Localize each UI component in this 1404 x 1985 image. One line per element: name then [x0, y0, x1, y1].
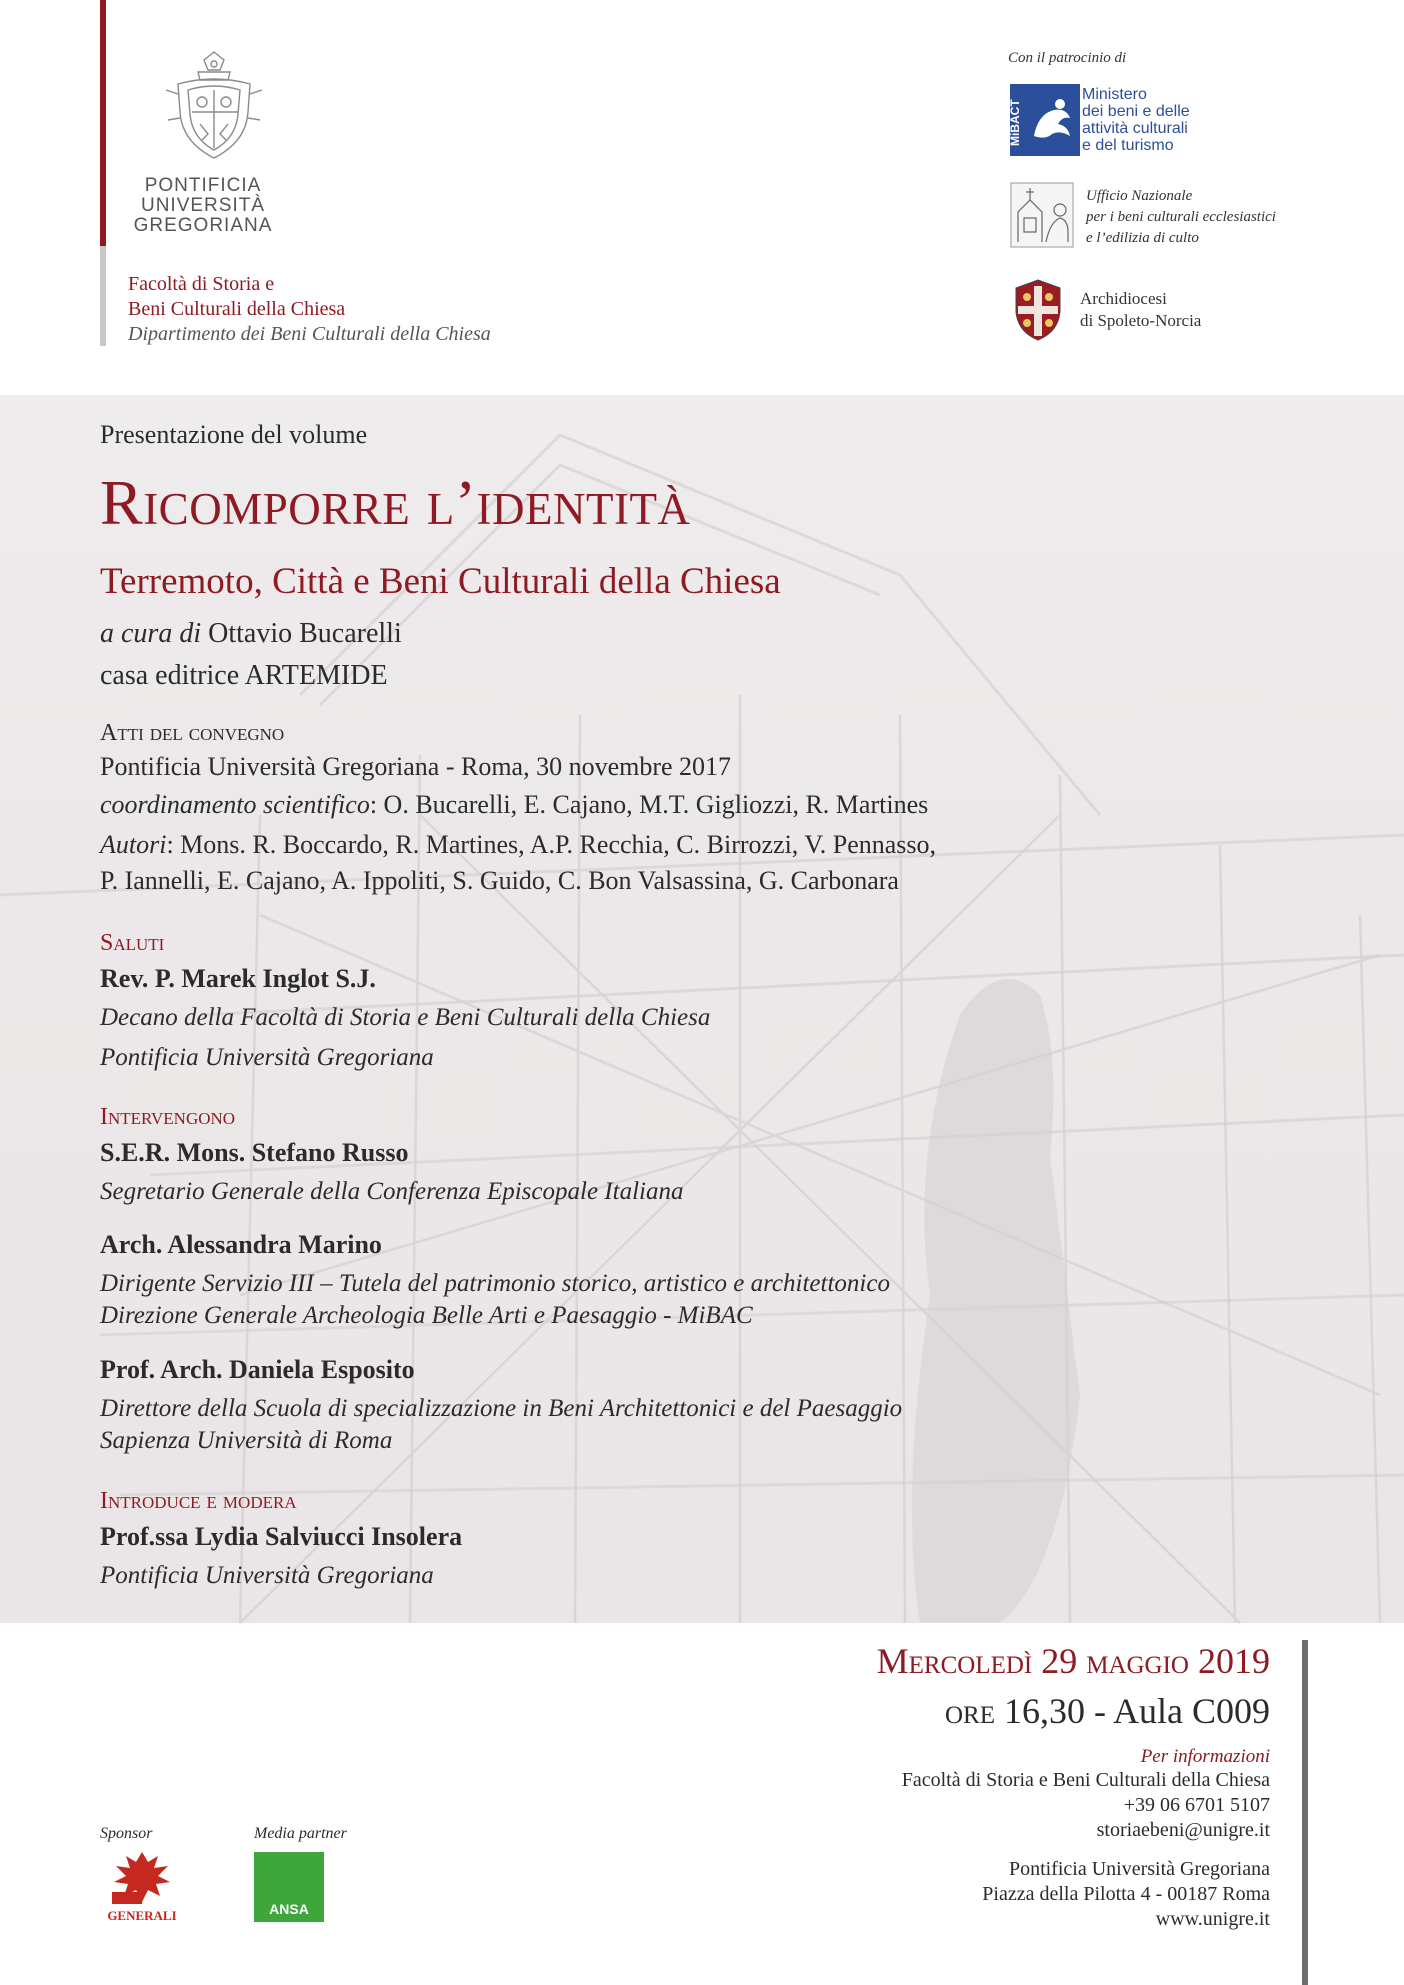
- ufficio-text: [1086, 186, 1276, 249]
- book-subtitle: Terremoto, Città e Beni Culturali della Chiesa: [100, 561, 781, 602]
- coord-prefix: coordinamento scientifico: [100, 790, 370, 819]
- speaker-role: Pontificia Università Gregoriana: [100, 1044, 434, 1071]
- archdiocese-line: di Spoleto-Norcia: [1080, 311, 1202, 330]
- info-website[interactable]: www.unigre.it: [1155, 1908, 1270, 1930]
- university-name-line: GREGORIANA: [133, 215, 273, 236]
- info-email[interactable]: storiaebeni@unigre.it: [1096, 1819, 1270, 1841]
- info-label: Per informazioni: [1140, 1746, 1270, 1767]
- media-partner-label: Media partner: [254, 1825, 347, 1842]
- info-line: Pontificia Università Gregoriana: [1008, 1858, 1270, 1880]
- ufficio-line: Ufficio Nazionale: [1086, 188, 1193, 204]
- time-prefix: ore: [945, 1691, 995, 1731]
- atti-heading: Atti del convegno: [100, 720, 285, 746]
- speaker-name: Prof. Arch. Daniela Esposito: [100, 1355, 415, 1384]
- info-address: Piazza della Pilotta 4 - 00187 Roma: [982, 1883, 1270, 1905]
- ufficio-line: e l’edilizia di culto: [1086, 230, 1199, 246]
- header-grey-rule: [100, 246, 106, 346]
- sponsor-label: Sponsor: [100, 1825, 153, 1842]
- presentation-label: Presentazione del volume: [100, 420, 368, 449]
- mibac-line: attività culturali: [1082, 120, 1188, 137]
- mibac-line: Ministero: [1082, 86, 1147, 103]
- mibac-badge: MiBACT: [1008, 99, 1022, 146]
- book-curator: [100, 618, 402, 650]
- curator-name: Ottavio Bucarelli: [208, 618, 402, 649]
- speaker-name: Prof.ssa Lydia Salviucci Insolera: [100, 1522, 463, 1551]
- mibac-text: [1082, 86, 1190, 154]
- atti-place: Pontificia Università Gregoriana - Roma, 30 novembre 2017: [100, 752, 732, 781]
- speaker-name: Arch. Alessandra Marino: [100, 1230, 382, 1259]
- intervengono-heading: Intervengono: [100, 1104, 236, 1130]
- mibac-line: e del turismo: [1082, 137, 1174, 154]
- mibac-line: dei beni e delle: [1082, 103, 1190, 120]
- faculty-line: Beni Culturali della Chiesa: [128, 298, 346, 320]
- event-date: Mercoledì 29 maggio 2019: [876, 1641, 1270, 1681]
- book-title: Ricomporre l’identità: [100, 467, 691, 538]
- faculty-line: Facoltà di Storia e: [128, 273, 275, 295]
- speaker-role: Direzione Generale Archeologia Belle Arti e Paesaggio - MiBAC: [100, 1302, 753, 1329]
- department-line: Dipartimento dei Beni Culturali della Chiesa: [128, 323, 491, 345]
- university-name-line: PONTIFICIA: [144, 175, 262, 196]
- info-line: Facoltà di Storia e Beni Culturali della Chiesa: [901, 1769, 1270, 1791]
- info-phone: +39 06 6701 5107: [1123, 1794, 1270, 1816]
- archdiocese-crest-icon: [1010, 278, 1066, 342]
- speaker-name: Rev. P. Marek Inglot S.J.: [100, 964, 376, 993]
- sponsor-name: GENERALI: [107, 1908, 177, 1923]
- curator-prefix: a cura di: [100, 618, 202, 649]
- university-name: [128, 176, 278, 236]
- mibac-logo-icon: [1010, 84, 1080, 156]
- faculty-name: [128, 272, 491, 347]
- archdiocese-text: [1080, 288, 1201, 332]
- ansa-logo-icon: [254, 1852, 324, 1922]
- university-name-line: UNIVERSITÀ: [140, 195, 266, 216]
- introduce-heading: Introduce e modera: [100, 1488, 297, 1514]
- coord-names: : O. Bucarelli, E. Cajano, M.T. Gigliozzi, R. Martines: [369, 790, 929, 819]
- speaker-role: Decano della Facoltà di Storia e Beni Culturali della Chiesa: [100, 1004, 711, 1031]
- ufficio-logo-icon: [1010, 182, 1074, 248]
- speaker-role: Dirigente Servizio III – Tutela del patrimonio storico, artistico e architettonico: [100, 1270, 890, 1297]
- header-accent-rule: [100, 0, 106, 246]
- archdiocese-line: Archidiocesi: [1080, 289, 1167, 308]
- footer-grey-rule: [1302, 1640, 1308, 1985]
- ufficio-line: per i beni culturali ecclesiastici: [1086, 209, 1276, 225]
- speaker-role: Segretario Generale della Conferenza Episcopale Italiana: [100, 1178, 684, 1205]
- speaker-role: Pontificia Università Gregoriana: [100, 1562, 434, 1589]
- scientific-coordination: [100, 790, 928, 820]
- authors-line: [100, 830, 936, 860]
- authors-prefix: Autori: [100, 830, 167, 859]
- university-crest-icon: [158, 50, 270, 168]
- speaker-name: S.E.R. Mons. Stefano Russo: [100, 1138, 409, 1167]
- authors-line: P. Iannelli, E. Cajano, A. Ippoliti, S. Guido, C. Bon Valsassina, G. Carbonara: [100, 866, 899, 895]
- event-schedule: [877, 1640, 1270, 1932]
- speaker-role: Sapienza Università di Roma: [100, 1427, 393, 1454]
- saluti-heading: Saluti: [100, 930, 165, 956]
- speaker-role: Direttore della Scuola di specializzazione in Beni Architettonici e del Paesaggio: [100, 1395, 903, 1422]
- generali-logo-icon: [98, 1848, 186, 1924]
- patronage-label: Con il patrocinio di: [1008, 50, 1127, 66]
- book-publisher: casa editrice ARTEMIDE: [100, 660, 388, 691]
- time-value: 16,30 - Aula C009: [1004, 1691, 1270, 1731]
- media-partner-name: ANSA: [269, 1901, 309, 1917]
- authors-names: : Mons. R. Boccardo, R. Martines, A.P. Recchia, C. Birrozzi, V. Pennasso,: [166, 830, 937, 859]
- event-time: [877, 1690, 1270, 1732]
